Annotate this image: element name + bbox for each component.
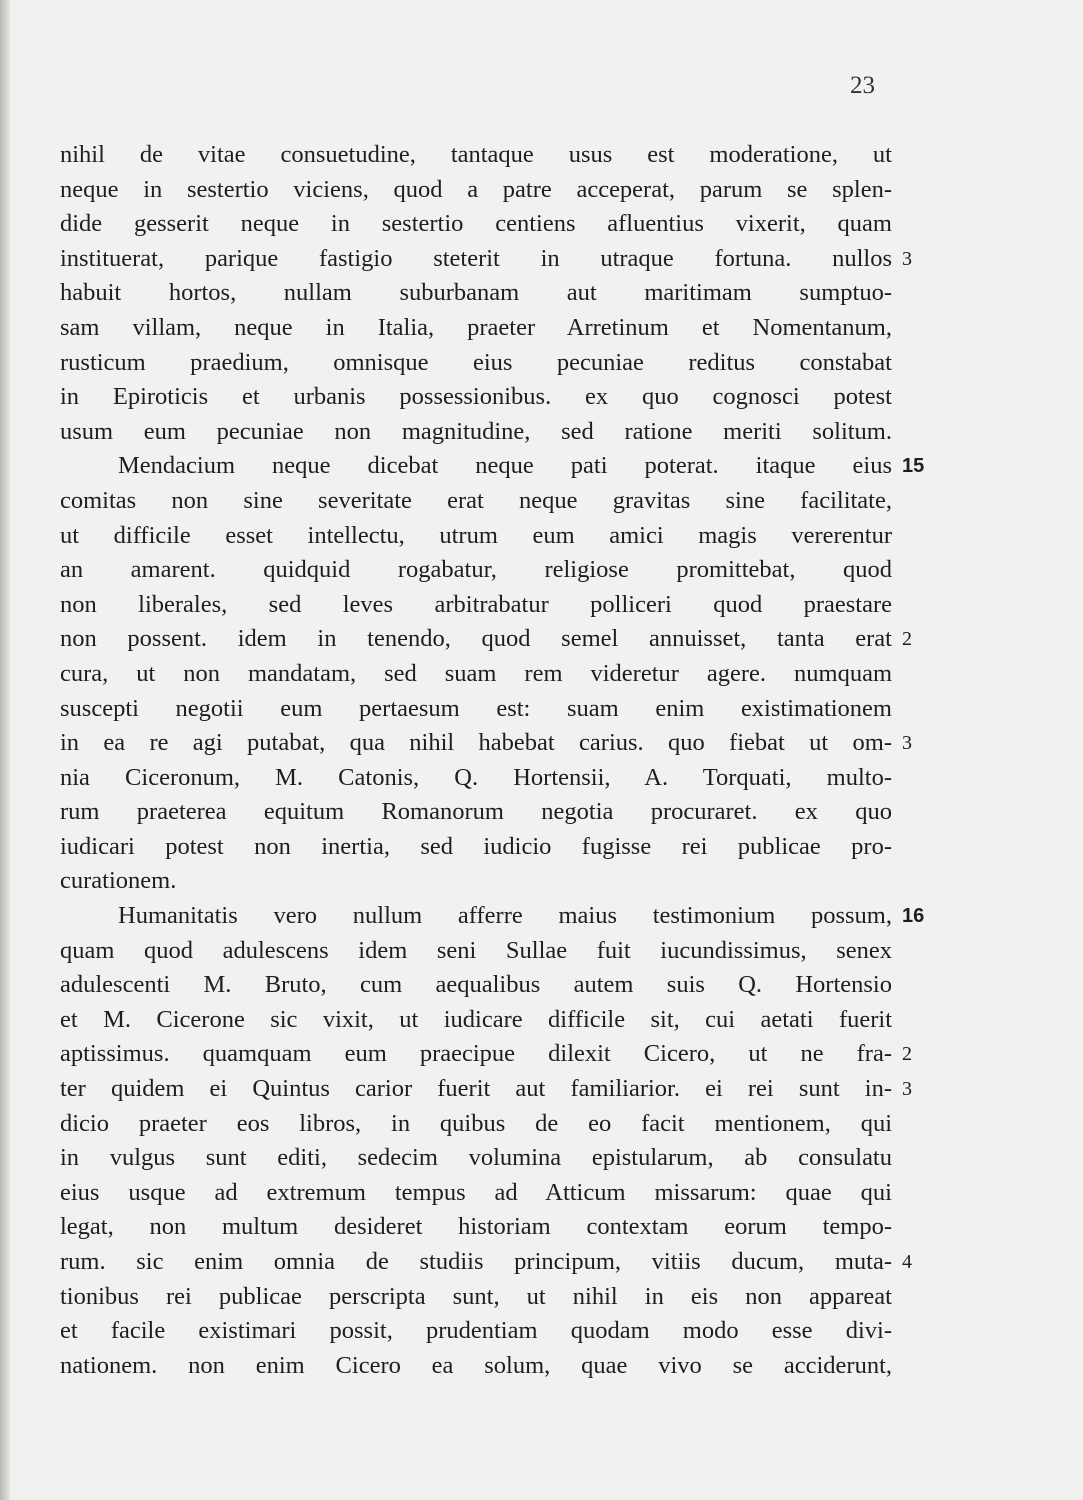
line-text: ter quidem ei Quintus carior fuerit aut familiarior. ei rei sunt in- xyxy=(60,1075,892,1103)
line-text: dicio praeter eos libros, in quibus de eo facit mentionem, qui xyxy=(60,1109,892,1137)
text-line xyxy=(60,553,892,588)
margin-number: 4 xyxy=(902,1251,912,1273)
line-text: ut difficile esset intellectu, utrum eum amici magis vererentur xyxy=(60,521,892,549)
text-line xyxy=(60,138,892,173)
text-line xyxy=(60,795,892,830)
line-text: Humanitatis vero nullum afferre maius testimonium possum, xyxy=(118,902,892,930)
page-number: 23 xyxy=(850,72,875,99)
line-text: aptissimus. quamquam eum praecipue dilexit Cicero, ut ne fra- xyxy=(60,1040,892,1068)
line-text: rum praeterea equitum Romanorum negotia procuraret. ex quo xyxy=(60,798,892,826)
text-line xyxy=(60,830,892,865)
line-text: usum eum pecuniae non magnitudine, sed ratione meriti solitum. xyxy=(60,417,892,445)
page-edge xyxy=(0,0,10,1500)
margin-number: 2 xyxy=(902,1043,912,1066)
line-text: quam quod adulescens idem seni Sullae fuit iucundissimus, senex xyxy=(60,936,892,964)
line-text: nihil de vitae consuetudine, tantaque usus est moderatione, ut xyxy=(60,141,892,168)
text-line xyxy=(60,207,892,242)
text-line xyxy=(60,1245,912,1280)
text-line xyxy=(60,692,892,727)
margin-number: 15 xyxy=(902,455,925,478)
text-line xyxy=(60,1314,892,1349)
line-text: in Epiroticis et urbanis possessionibus. ex quo cognosci potest xyxy=(60,383,892,411)
line-text: curationem. xyxy=(60,867,177,895)
line-text: rusticum praedium, omnisque eius pecuniae reditus constabat xyxy=(60,348,892,376)
line-text: nia Ciceronum, M. Catonis, Q. Hortensii, A. Torquati, multo- xyxy=(60,763,892,791)
line-text: comitas non sine severitate erat neque gravitas sine facilitate, xyxy=(60,486,892,514)
line-text: in vulgus sunt editi, sedecim volumina epistularum, ab consulatu xyxy=(60,1144,892,1172)
line-text: suscepti negotii eum pertaesum est: suam enim existimationem xyxy=(60,694,892,722)
text-line xyxy=(60,864,892,899)
text-line xyxy=(60,1141,892,1176)
line-text: et facile existimari possit, prudentiam quodam modo esse divi- xyxy=(60,1317,892,1345)
margin-number: 3 xyxy=(902,732,912,755)
line-text: cura, ut non mandatam, sed suam rem videretur agere. numquam xyxy=(60,659,892,687)
text-line xyxy=(60,1003,892,1038)
text-line xyxy=(60,519,892,554)
text-line xyxy=(60,380,892,415)
line-text: et M. Cicerone sic vixit, ut iudicare difficile sit, cui aetati fuerit xyxy=(60,1005,892,1033)
line-text: legat, non multum desideret historiam contextam eorum tempo- xyxy=(60,1213,892,1241)
text-line xyxy=(60,1072,912,1107)
text-line xyxy=(60,1349,892,1384)
text-line xyxy=(60,622,912,657)
text-line xyxy=(60,1037,912,1072)
line-text: dide gesserit neque in sestertio centiens afluentius vixerit, quam xyxy=(60,210,892,238)
line-text: instituerat, parique fastigio steterit in utraque fortuna. nullos xyxy=(60,244,892,272)
line-text: eius usque ad extremum tempus ad Atticum missarum: quae qui xyxy=(60,1178,892,1206)
line-text: non possent. idem in tenendo, quod semel annuisset, tanta erat xyxy=(60,625,892,653)
text-line xyxy=(60,657,892,692)
text-line xyxy=(60,311,892,346)
line-text: non liberales, sed leves arbitrabatur polliceri quod praestare xyxy=(60,590,892,618)
text-line xyxy=(60,1176,892,1211)
line-text: habuit hortos, nullam suburbanam aut maritimam sumptuo- xyxy=(60,279,892,307)
line-text: in ea re agi putabat, qua nihil habebat carius. quo fiebat ut om- xyxy=(60,729,892,757)
text-line xyxy=(60,1210,892,1245)
text-line xyxy=(60,934,892,969)
margin-number: 3 xyxy=(902,247,912,270)
line-text: an amarent. quidquid rogabatur, religiose promittebat, quod xyxy=(60,556,892,584)
line-text: iudicari potest non inertia, sed iudicio fugisse rei publicae pro- xyxy=(60,832,892,860)
line-text: adulescenti M. Bruto, cum aequalibus autem suis Q. Hortensio xyxy=(60,971,892,999)
body-text xyxy=(60,138,925,1383)
line-text: neque in sestertio viciens, quod a patre acceperat, parum se splen- xyxy=(60,175,892,203)
line-text: rum. sic enim omnia de studiis principum, vitiis ducum, muta- xyxy=(60,1248,892,1275)
text-line xyxy=(60,346,892,381)
line-text: nationem. non enim Cicero ea solum, quae vivo se acciderunt, xyxy=(60,1351,892,1379)
text-line xyxy=(60,415,892,450)
text-line xyxy=(60,1107,892,1142)
margin-number: 2 xyxy=(902,628,912,651)
line-text: Mendacium neque dicebat neque pati poterat. itaque eius xyxy=(118,452,892,480)
text-line xyxy=(60,968,892,1003)
text-line xyxy=(60,899,925,934)
text-line xyxy=(60,173,892,208)
text-line xyxy=(60,484,892,519)
text-line xyxy=(60,242,912,277)
text-line xyxy=(60,449,925,484)
text-line xyxy=(60,1280,892,1315)
text-line xyxy=(60,761,892,796)
line-text: sam villam, neque in Italia, praeter Arretinum et Nomentanum, xyxy=(60,313,892,341)
text-line xyxy=(60,726,912,761)
text-line xyxy=(60,588,892,623)
line-text: tionibus rei publicae perscripta sunt, ut nihil in eis non appareat xyxy=(60,1282,892,1310)
margin-number: 16 xyxy=(902,905,925,928)
margin-number: 3 xyxy=(902,1078,912,1101)
text-line xyxy=(60,276,892,311)
